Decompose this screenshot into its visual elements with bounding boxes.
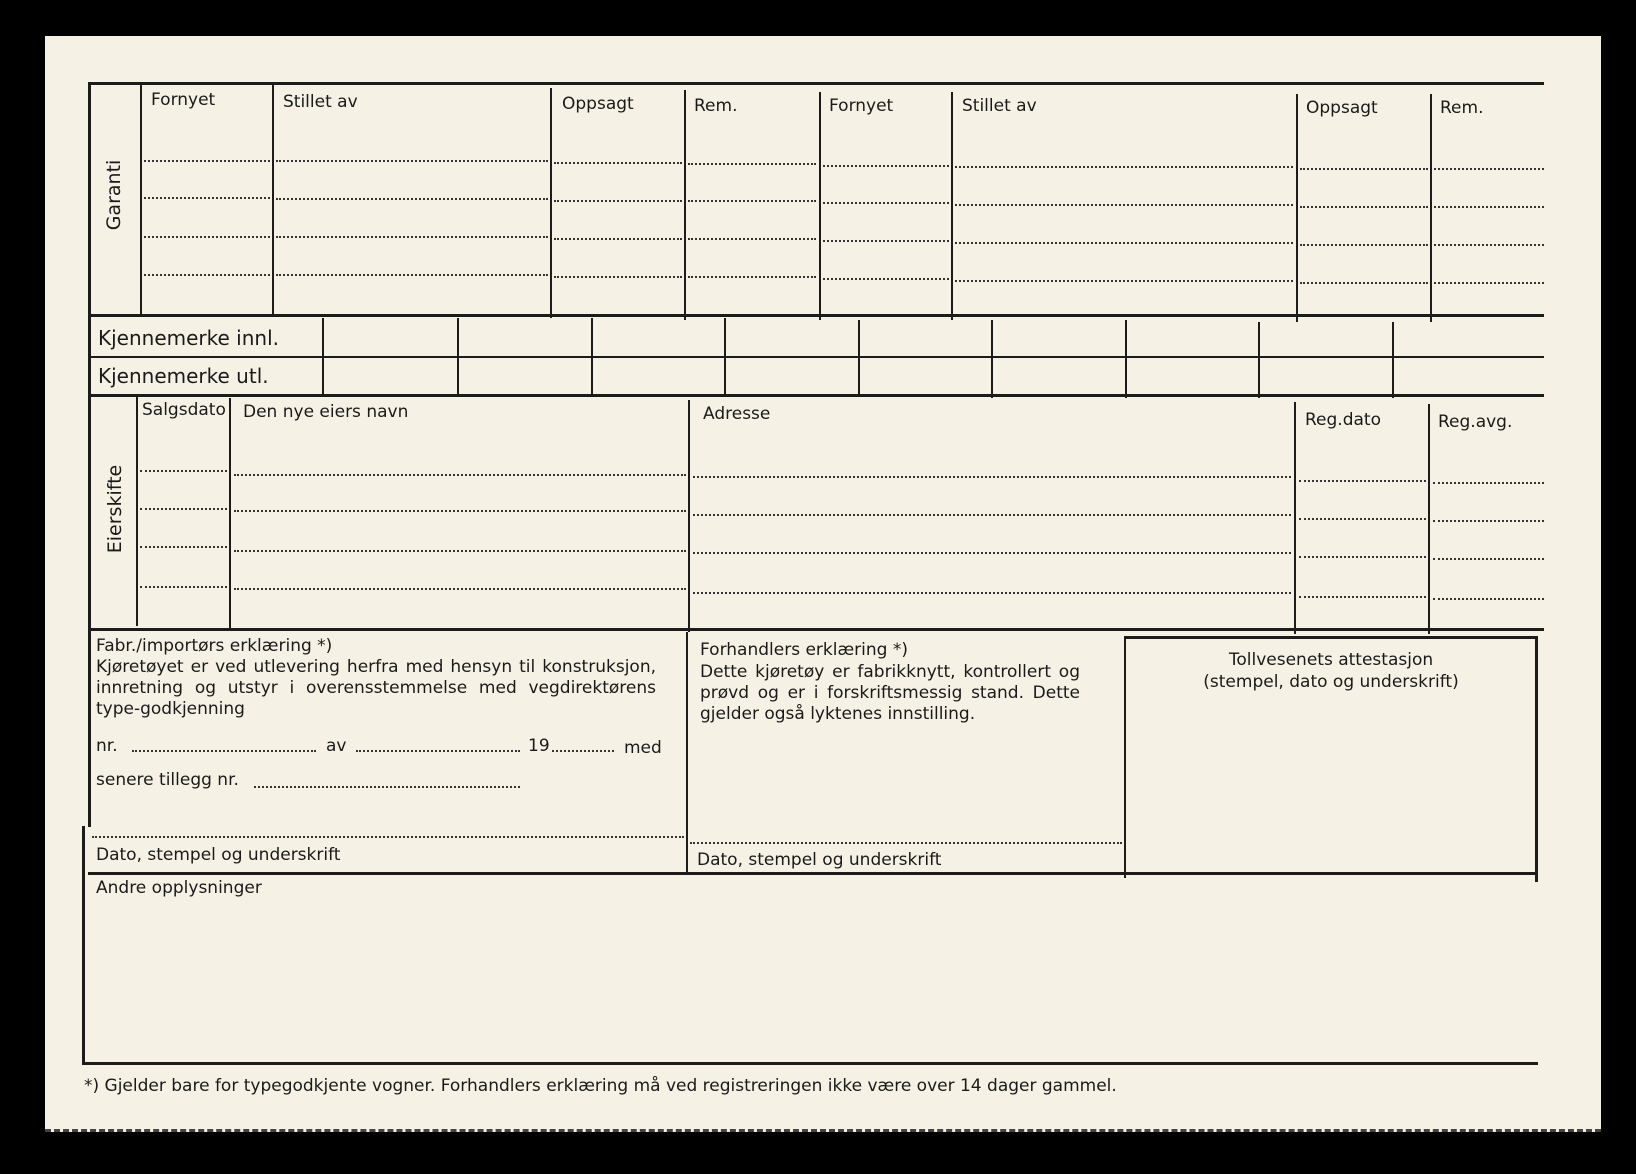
adresse-header: Adresse bbox=[703, 404, 771, 424]
garanti-stillet-av-header: Stillet av bbox=[283, 92, 358, 112]
fabr-sign-label: Dato, stempel og underskrift bbox=[96, 845, 341, 865]
garanti-rem-header-2: Rem. bbox=[1440, 98, 1484, 118]
form-card bbox=[45, 36, 1601, 1132]
garanti-rem-header: Rem. bbox=[694, 96, 738, 116]
andre-opplysninger-label: Andre opplysninger bbox=[96, 878, 262, 898]
footnote: *) Gjelder bare for typegodkjente vogner. Forhandlers erklæring må ved registreringen ikke være over 14 dager gammel. bbox=[84, 1076, 1117, 1096]
garanti-fornyet-header: Fornyet bbox=[151, 90, 216, 110]
salgsdato-header: Salgsdato bbox=[142, 400, 226, 420]
kjennemerke-utl-label: Kjennemerke utl. bbox=[98, 364, 269, 388]
kjennemerke-innl-label: Kjennemerke innl. bbox=[98, 326, 279, 350]
fabr-year-label: 19 bbox=[528, 736, 550, 756]
toll-subtitle: (stempel, dato og underskrift) bbox=[1203, 672, 1459, 692]
garanti-stillet-av-header-2: Stillet av bbox=[962, 96, 1037, 116]
fabr-nr-label: nr. bbox=[96, 736, 118, 756]
fabr-erklaering-title: Fabr./importørs erklæring *) bbox=[96, 636, 333, 656]
garanti-oppsagt-header-2: Oppsagt bbox=[1306, 98, 1378, 118]
reg-dato-header: Reg.dato bbox=[1305, 410, 1381, 430]
nye-eiers-navn-header: Den nye eiers navn bbox=[243, 402, 409, 422]
toll-title: Tollvesenets attestasjon bbox=[1228, 650, 1434, 670]
fabr-tillegg-label: senere tillegg nr. bbox=[96, 770, 239, 790]
fabr-med-label: med bbox=[624, 738, 662, 758]
reg-avg-header: Reg.avg. bbox=[1438, 412, 1513, 432]
garanti-fornyet-header-2: Fornyet bbox=[829, 96, 894, 116]
perforated-edge bbox=[45, 1110, 1601, 1132]
forhandler-sign-label: Dato, stempel og underskrift bbox=[697, 850, 942, 870]
garanti-label: Garanti bbox=[103, 159, 125, 231]
garanti-oppsagt-header: Oppsagt bbox=[562, 94, 634, 114]
forhandler-erklaering-text: Dette kjøretøy er fabrikknytt, kontrollert og prøvd og er i forskriftsmessig stand. Dette gjelder også lyktenes innstilling. bbox=[700, 662, 1080, 724]
forhandler-erklaering-title: Forhandlers erklæring *) bbox=[700, 640, 908, 660]
eierskifte-label: Eierskifte bbox=[104, 464, 126, 554]
fabr-erklaering-text: Kjøretøyet er ved utlevering herfra med hensyn til konstruksjon, innretning og utstyr i overensstemmelse med vegdirektørens type-godkjenning bbox=[96, 657, 656, 719]
fabr-av-label: av bbox=[326, 736, 347, 756]
